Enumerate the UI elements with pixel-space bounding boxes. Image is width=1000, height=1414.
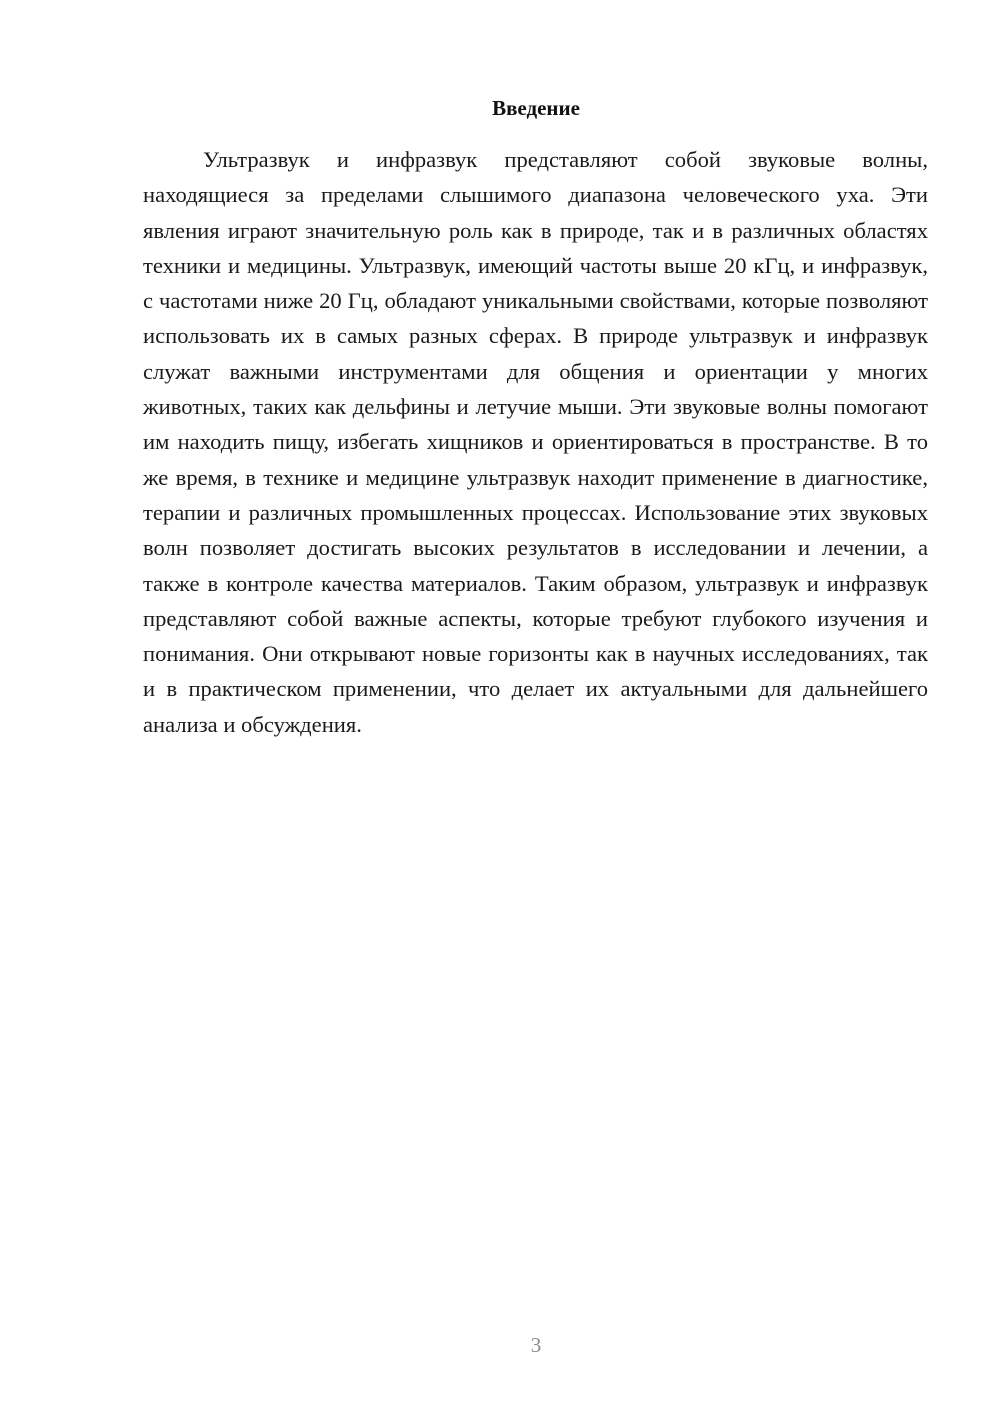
- page-number: 3: [530, 1333, 542, 1357]
- section-title: Введение: [492, 96, 580, 120]
- introduction-paragraph: Ультразвук и инфразвук представляют собой звуковые волны, находящиеся за пределами слышимого диапазона человеческого уха. Эти явления играют значительную роль как в природе, так и в различных областях техники и медицины. Ультразвук, имеющий частоты выше 20 кГц, и инфразвук, с частотами ниже 20 Гц, обладают уникальными свойствами, которые позволяют использовать их в самых разных сферах. В природе ультразвук и инфразвук служат важными инструментами для общения и ориентации у многих животных, таких как дельфины и летучие мыши. Эти звуковые волны помогают им находить пищу, избегать хищников и ориентироваться в пространстве. В то же время, в технике и медицине ультразвук находит применение в диагностике, терапии и различных промышленных процессах. Использование этих звуковых волн позволяет достигать высоких результатов в исследовании и лечении, а также в контроле качества материалов. Таким образом, ультразвук и инфразвук представляют собой важные аспекты, которые требуют глубокого изучения и понимания. Они открывают новые горизонты как в научных исследованиях, так и в практическом применении, что делает их актуальными для дальнейшего анализа и обсуждения.: [143, 147, 928, 737]
